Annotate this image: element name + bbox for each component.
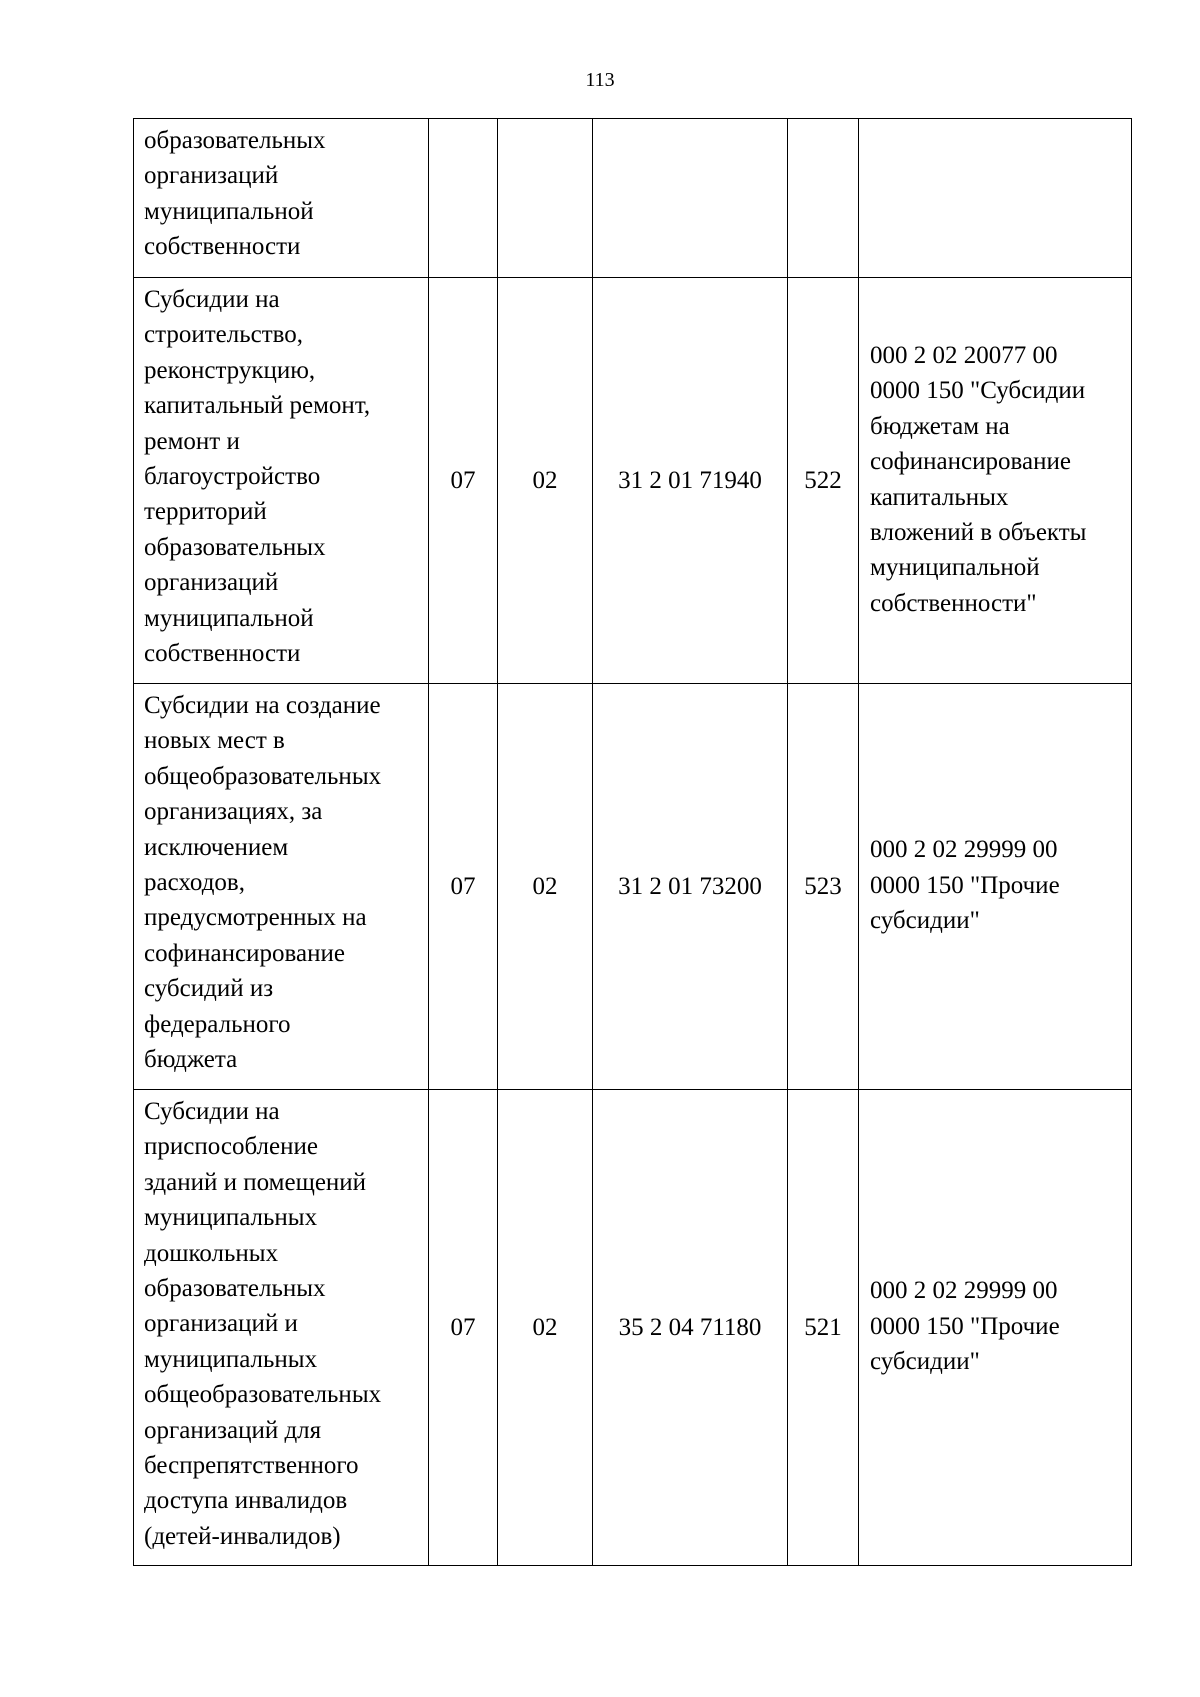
section-cell bbox=[429, 119, 498, 278]
expense-name: образовательных организаций муниципальной собственности bbox=[144, 127, 326, 261]
subsection-cell bbox=[498, 278, 593, 684]
income-code-cell bbox=[859, 1090, 1132, 1566]
income-code: 000 2 02 29999 00 0000 150 "Прочие субсидии" bbox=[870, 1277, 1060, 1376]
expense-type-code: 523 bbox=[804, 872, 842, 900]
section-code: 07 bbox=[450, 1313, 476, 1341]
section-cell bbox=[429, 278, 498, 684]
expense-type-cell bbox=[788, 1090, 859, 1566]
expense-type-cell bbox=[788, 119, 859, 278]
table-row bbox=[134, 1090, 1132, 1566]
subsection-cell bbox=[498, 1090, 593, 1566]
target-article-code: 31 2 01 71940 bbox=[618, 466, 762, 494]
expense-name: Субсидии на создание новых мест в общеобразовательных организациях, за исключением расходов, предусмотренных на софинансирование субсидий из федерального бюджета bbox=[144, 692, 382, 1074]
expense-name: Субсидии на строительство, реконструкцию, капитальный ремонт, ремонт и благоустройство территорий образовательных организаций муниципальной собственности bbox=[144, 286, 371, 668]
income-code-cell bbox=[859, 278, 1132, 684]
page-number: 113 bbox=[585, 69, 615, 91]
expense-name: Субсидии на приспособление зданий и помещений муниципальных дошкольных образовательных организаций и муниципальных общеобразовательных организаций для беспрепятственного доступа инвалидов (детей-инвалидов) bbox=[144, 1098, 382, 1550]
expense-name-cell bbox=[134, 119, 429, 278]
income-code-cell bbox=[859, 684, 1132, 1090]
expense-type-cell bbox=[788, 278, 859, 684]
subsection-code: 02 bbox=[532, 872, 558, 900]
subsection-cell bbox=[498, 119, 593, 278]
income-code-cell bbox=[859, 119, 1132, 278]
section-code: 07 bbox=[450, 872, 476, 900]
expense-name-cell bbox=[134, 278, 429, 684]
subsection-code: 02 bbox=[532, 466, 558, 494]
target-article-cell bbox=[593, 278, 788, 684]
target-article-cell bbox=[593, 1090, 788, 1566]
expense-name-cell bbox=[134, 1090, 429, 1566]
target-article-cell bbox=[593, 119, 788, 278]
income-code: 000 2 02 29999 00 0000 150 "Прочие субсидии" bbox=[870, 836, 1060, 935]
section-cell bbox=[429, 684, 498, 1090]
target-article-code: 31 2 01 73200 bbox=[618, 872, 762, 900]
budget-table bbox=[133, 118, 1132, 1566]
expense-type-cell bbox=[788, 684, 859, 1090]
target-article-cell bbox=[593, 684, 788, 1090]
income-code: 000 2 02 20077 00 0000 150 "Субсидии бюджетам на софинансирование капитальных вложений в объекты муниципальной собственности" bbox=[870, 341, 1087, 617]
section-code: 07 bbox=[450, 466, 476, 494]
table-row bbox=[134, 278, 1132, 684]
expense-type-code: 521 bbox=[804, 1313, 842, 1341]
subsection-code: 02 bbox=[532, 1313, 558, 1341]
expense-type-code: 522 bbox=[804, 466, 842, 494]
table-row bbox=[134, 684, 1132, 1090]
target-article-code: 35 2 04 71180 bbox=[618, 1313, 762, 1341]
expense-name-cell bbox=[134, 684, 429, 1090]
table-row bbox=[134, 119, 1132, 278]
section-cell bbox=[429, 1090, 498, 1566]
subsection-cell bbox=[498, 684, 593, 1090]
